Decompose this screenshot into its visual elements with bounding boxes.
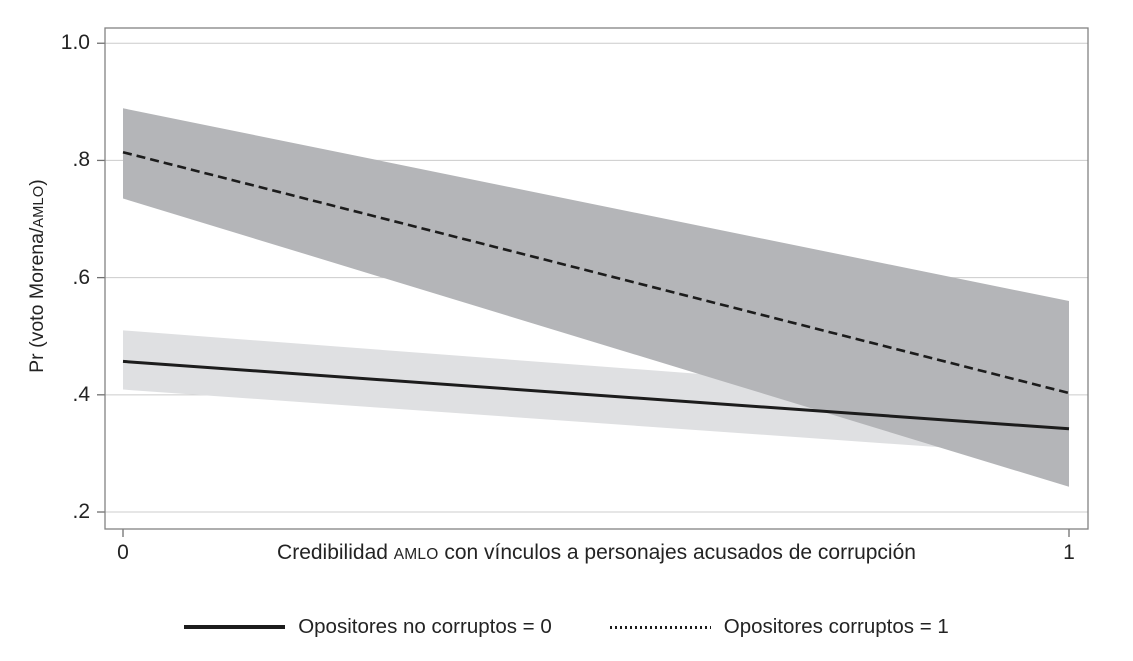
x-axis-title-prefix: Credibilidad <box>277 541 394 564</box>
legend-entry-solid <box>184 614 552 640</box>
legend-label-solid: Opositores no corruptos = 0 <box>298 615 552 638</box>
y-tick-label: .6 <box>72 265 90 289</box>
dotted-line-swatch-icon <box>610 626 711 629</box>
solid-line-swatch-icon <box>184 625 285 629</box>
y-tick-label: .8 <box>72 148 90 172</box>
y-axis-title-smallcaps: AMLO <box>31 185 47 228</box>
legend-label-dotted: Opositores corruptos = 1 <box>723 615 949 638</box>
x-tick-label: 1 <box>1063 541 1075 564</box>
chart-svg <box>105 28 1088 529</box>
x-axis-title-smallcaps: AMLO <box>393 546 439 563</box>
y-axis-title-suffix: ) <box>26 179 48 186</box>
legend-entry-dotted <box>610 614 949 640</box>
y-tick-label: 1.0 <box>60 31 90 55</box>
x-axis-title-suffix: con vínculos a personajes acusados de corrupción <box>438 541 916 564</box>
y-tick-label: .4 <box>72 382 90 406</box>
y-tick-label: .2 <box>72 500 90 523</box>
y-axis-title-prefix: Pr (voto Morena/ <box>26 227 48 373</box>
legend <box>0 612 1133 642</box>
x-axis-title <box>105 540 1088 568</box>
dashed-series-ci-band <box>123 108 1069 487</box>
plot-area <box>105 28 1088 529</box>
x-tick-label: 0 <box>117 541 129 564</box>
